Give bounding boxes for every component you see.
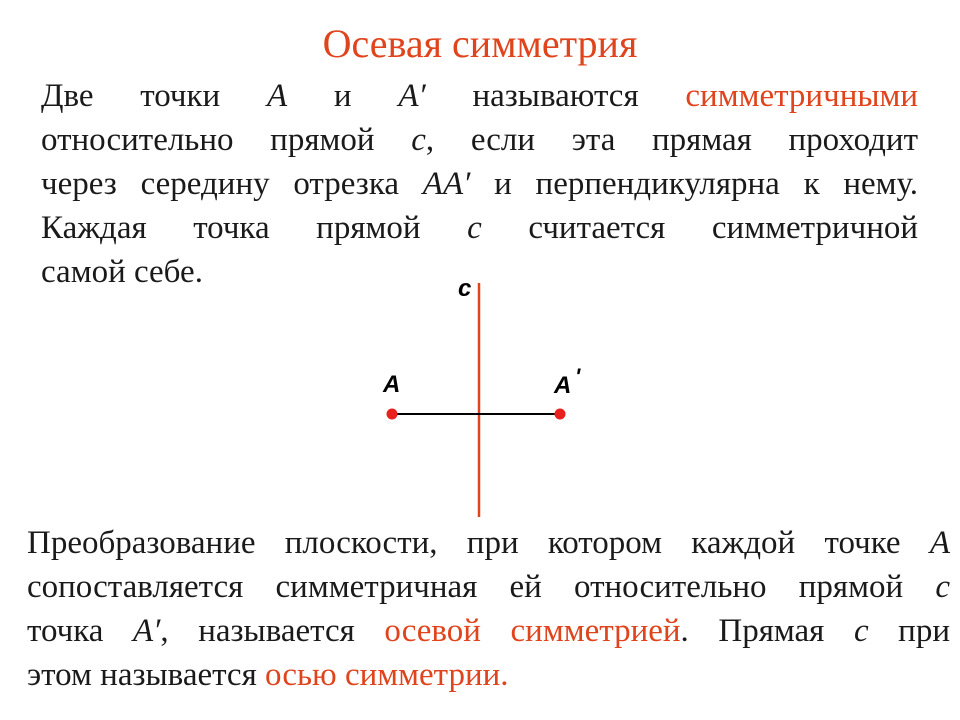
axis-label-c: c (458, 275, 472, 302)
definition-paragraph (41, 74, 918, 294)
point-A-prime (555, 409, 566, 420)
point-A-label: A (383, 371, 401, 398)
term-axial-symmetry: осевой симметрией (384, 613, 681, 649)
transformation-line-4: этом называется осью симметрии. (27, 657, 509, 693)
transformation-line-2: сопоставляется симметричная ей относительно прямой c (27, 569, 950, 605)
definition-line-5: самой себе. (41, 254, 203, 290)
definition-line-4: Каждая точка прямой c считается симметричной (41, 210, 919, 246)
transformation-line-3: точка A′, называется осевой симметрией. Прямая c при (27, 613, 950, 649)
definition-line-3: через середину отрезка AA′ и перпендикулярна к нему. (41, 166, 919, 202)
point-A (387, 409, 398, 420)
term-axis-of-symmetry: осью симметрии. (265, 657, 509, 693)
transformation-line-1: Преобразование плоскости, при котором каждой точке A (27, 525, 950, 561)
transformation-paragraph (27, 521, 950, 697)
definition-line-2: относительно прямой c, если эта прямая проходит (41, 122, 919, 158)
slide-title: Осевая симметрия (322, 21, 638, 66)
term-symmetric: симметричными (685, 78, 919, 114)
definition-line-1: Две точки A и A′ называются симметричными (41, 78, 919, 114)
point-A-prime-label: A (554, 372, 572, 399)
point-A-prime-mark: ' (575, 364, 581, 389)
